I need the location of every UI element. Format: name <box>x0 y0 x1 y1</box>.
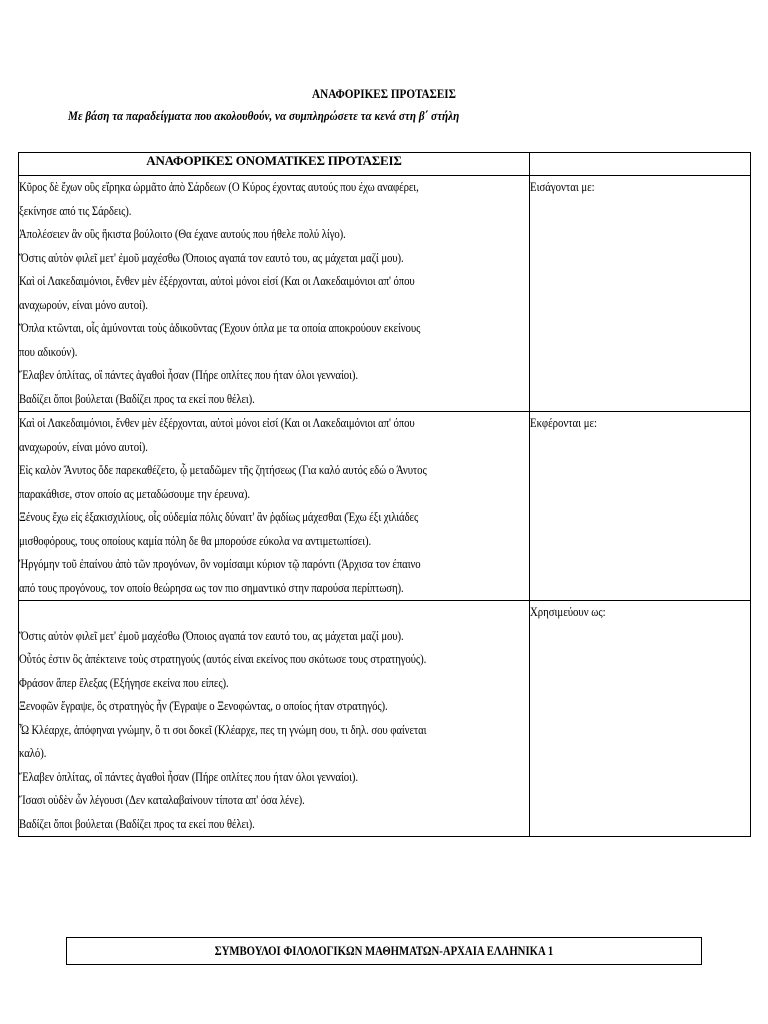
answer-label: Εισάγονται με: <box>530 180 595 194</box>
example-line: Ὅστις αὑτὸν φιλεῖ μετ' ἐμοῦ μαχέσθω (Όποιος αγαπά τον εαυτό του, ας μάχεται μαζί μου). <box>19 250 404 265</box>
example-line: καλό). <box>19 746 47 760</box>
example-line: Ἀπολέσειεν ἂν οὓς ἥκιστα βούλοιτο (Θα έχανε αυτούς που ήθελε πολύ λίγο). <box>19 227 346 241</box>
example-line: Ὅστις αὑτὸν φιλεῖ μετ' ἐμοῦ μαχέσθω (Όποιος αγαπά τον εαυτό του, ας μάχεται μαζί μου). <box>19 628 404 643</box>
example-line: Εἰς καλὸν Ἄνυτος ὅδε παρεκαθέζετο, ᾧ μεταδῶμεν τῆς ζητήσεως (Για καλό αυτός εδώ ο Άνυτος <box>19 463 427 477</box>
footer-text: ΣΥΜΒΟΥΛΟΙ ΦΙΛΟΛΟΓΙΚΩΝ ΜΑΘΗΜΑΤΩΝ-ΑΡΧΑΙΑ ΕΛΛΗΝΙΚΑ 1 <box>214 943 554 958</box>
examples-cell <box>19 412 530 601</box>
example-line: παρακάθισε, στον οποίο ας μεταδώσουμε την έρευνα). <box>19 486 250 501</box>
example-line: μισθοφόρους, τους οποίους καμία πόλη δε θα μπορούσε εύκολα να αντιμετωπίσει). <box>19 533 372 548</box>
example-line: Ἔλαβεν ὁπλίτας, οἳ πάντες ἀγαθοὶ ἦσαν (Πήρε οπλίτες που ήταν όλοι γενναίοι). <box>19 769 358 784</box>
instructions: Με βάση τα παραδείγματα που ακολουθούν, να συμπληρώσετε τα κενά στη β΄ στήλη <box>68 108 460 123</box>
example-line: Κῦρος δὲ ἔχων οὓς εἴρηκα ὡρμᾶτο ἀπὸ Σάρδεων (Ο Κύρος έχοντας αυτούς που έχω αναφέρει, <box>19 180 419 194</box>
answer-cell[interactable] <box>530 176 751 412</box>
exercise-table <box>18 152 751 837</box>
example-line: Οὗτός ἐστιν ὃς ἀπέκτεινε τοὺς στρατηγούς (αυτός είναι εκείνος που σκότωσε τους στρατηγούς). <box>19 652 427 666</box>
example-line: Ἴσασι οὐδὲν ὧν λέγουσι (Δεν καταλαβαίνουν τίποτα απ' όσα λένε). <box>19 793 305 807</box>
section-row <box>19 176 751 412</box>
table-heading-blank <box>530 153 751 176</box>
answer-label: Εκφέρονται με: <box>530 416 598 430</box>
answer-cell[interactable] <box>530 601 751 837</box>
example-line: Βαδίζει ὅποι βούλεται (Βαδίζει προς τα εκεί που θέλει). <box>19 391 255 406</box>
example-line: Ἠργόμην τοῦ ἐπαίνου ἀπὸ τῶν προγόνων, ὃν νομίσαιμι κύριον τῷ παρόντι (Άρχισα τον έπαινο <box>19 557 421 571</box>
blank-line <box>19 601 529 625</box>
example-line: Βαδίζει ὅποι βούλεται (Βαδίζει προς τα εκεί που θέλει). <box>19 816 255 831</box>
footer-box <box>66 937 702 965</box>
example-line: αναχωρούν, είναι μόνο αυτοί). <box>19 297 148 312</box>
example-line: ξεκίνησε από τις Σάρδεις). <box>19 203 132 218</box>
example-line: αναχωρούν, είναι μόνο αυτοί). <box>19 439 148 454</box>
example-line: Ξένους ἔχω εἰς ἑξακισχιλίους, οἷς οὐδεμία πόλις δύναιτ' ἂν ῥᾳδίως μάχεσθαι (Έχω έξι χιλιάδες <box>19 510 419 524</box>
example-line: Ξενοφῶν ἔγραψε, ὃς στρατηγὸς ἦν (Έγραψε ο Ξενοφώντας, ο οποίος ήταν στρατηγός). <box>19 699 388 713</box>
example-line: από τους προγόνους, τον οποίο θεώρησα ως τον πιο σημαντικό στην παρούσα περίπτωση). <box>19 580 404 595</box>
page-title: ΑΝΑΦΟΡΙΚΕΣ ΠΡΟΤΑΣΕΙΣ <box>312 86 456 101</box>
answer-cell[interactable] <box>530 412 751 601</box>
section-row <box>19 412 751 601</box>
example-line: Φράσον ἅπερ ἔλεξας (Εξήγησε εκείνα που είπες). <box>19 675 229 690</box>
example-line: Ὦ Κλέαρχε, ἀπόφηναι γνώμην, ὅ τι σοι δοκεῖ (Κλέαρχε, πες τη γνώμη σου, τι δηλ. σου φαίνεται <box>19 722 427 737</box>
example-line: που αδικούν). <box>19 344 78 359</box>
answer-label: Χρησιμεύουν ως: <box>530 605 606 619</box>
example-line: Ὅπλα κτῶνται, οἷς ἀμύνονται τοὺς ἀδικοῦντας (Έχουν όπλα με τα οποία αποκρούουν εκείνους <box>19 321 421 335</box>
section-row <box>19 601 751 837</box>
examples-cell <box>19 176 530 412</box>
example-line: Ἔλαβεν ὁπλίτας, οἳ πάντες ἀγαθοὶ ἦσαν (Πήρε οπλίτες που ήταν όλοι γενναίοι). <box>19 368 358 382</box>
examples-cell <box>19 601 530 837</box>
table-heading: ΑΝΑΦΟΡΙΚΕΣ ΟΝΟΜΑΤΙΚΕΣ ΠΡΟΤΑΣΕΙΣ <box>19 153 530 176</box>
example-line: Καὶ οἱ Λακεδαιμόνιοι, ἔνθεν μὲν ἐξέρχονται, αὐτοὶ μόνοι εἰσί (Και οι Λακεδαιμόνιοι απ' όπου <box>19 416 415 430</box>
example-line: Καὶ οἱ Λακεδαιμόνιοι, ἔνθεν μὲν ἐξέρχονται, αὐτοὶ μόνοι εἰσί (Και οι Λακεδαιμόνιοι απ' όπου <box>19 274 415 288</box>
